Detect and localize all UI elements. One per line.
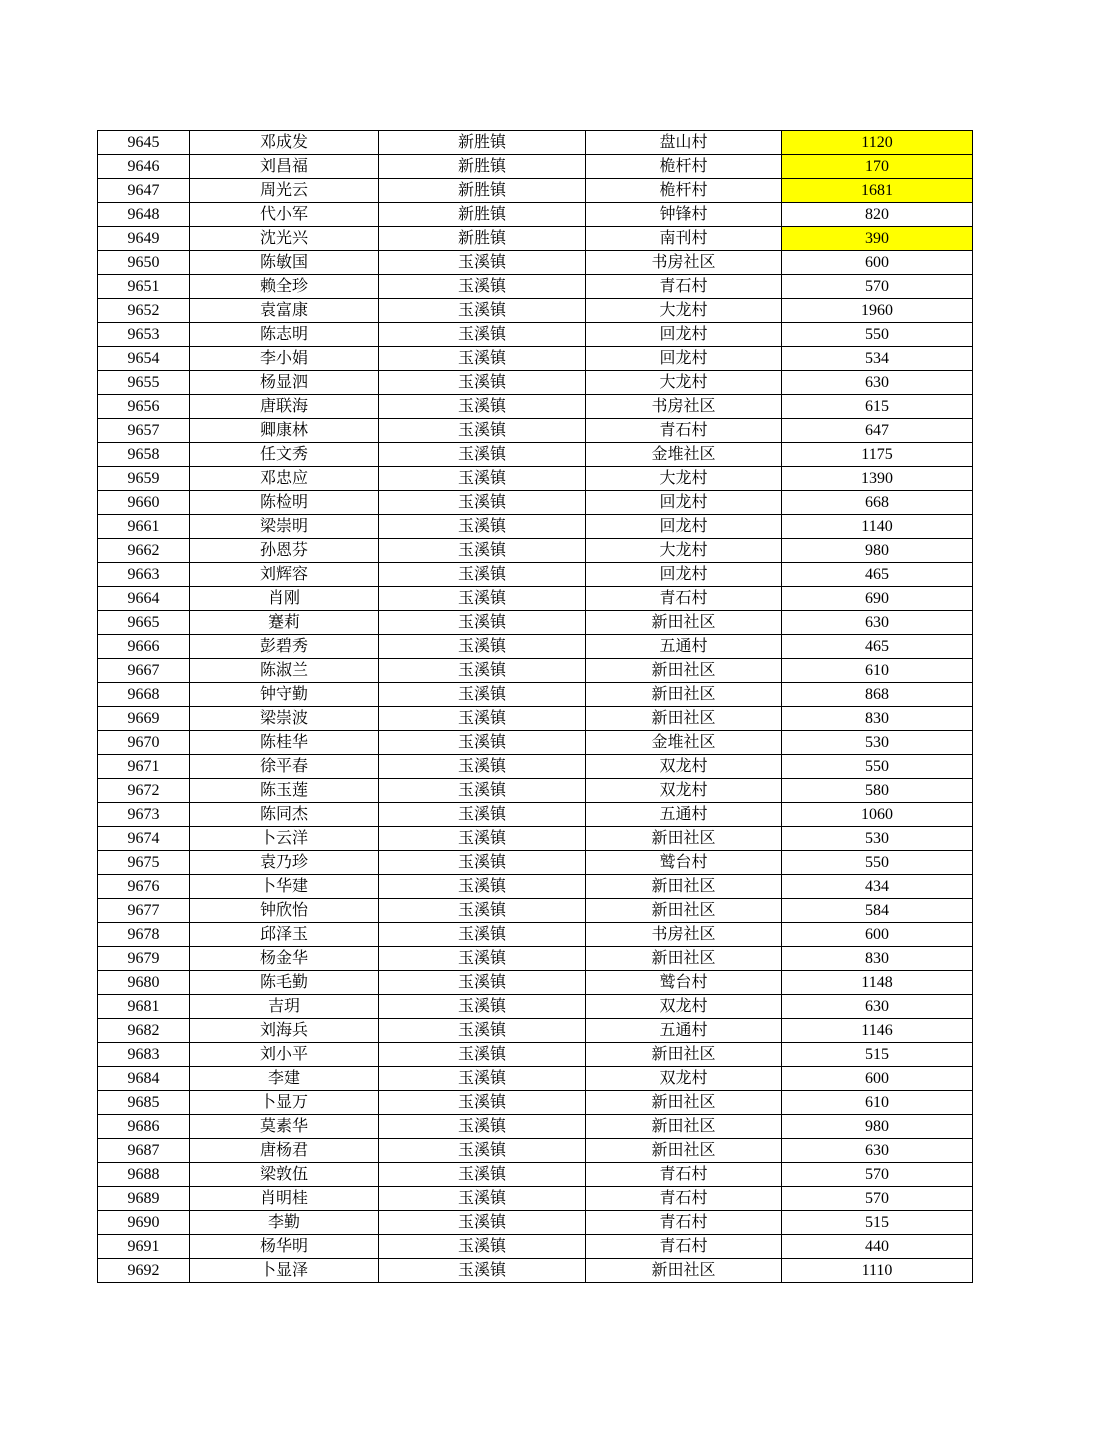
cell-amount: 630: [782, 1139, 973, 1163]
cell-amount: 584: [782, 899, 973, 923]
cell-village: 回龙村: [586, 491, 782, 515]
cell-name: 李建: [190, 1067, 379, 1091]
table-row: [98, 659, 973, 683]
cell-amount: 1120: [782, 131, 973, 155]
cell-village: 书房社区: [586, 395, 782, 419]
cell-village: 五通村: [586, 803, 782, 827]
cell-town: 玉溪镇: [379, 1043, 586, 1067]
cell-village: 金堆社区: [586, 443, 782, 467]
cell-town: 玉溪镇: [379, 803, 586, 827]
cell-amount: 830: [782, 947, 973, 971]
cell-town: 玉溪镇: [379, 635, 586, 659]
cell-name: 陈敏国: [190, 251, 379, 275]
cell-amount: 550: [782, 851, 973, 875]
cell-id: 9645: [98, 131, 190, 155]
cell-name: 蹇莉: [190, 611, 379, 635]
cell-name: 钟守勤: [190, 683, 379, 707]
cell-name: 任文秀: [190, 443, 379, 467]
cell-name: 杨金华: [190, 947, 379, 971]
table-row: [98, 323, 973, 347]
cell-village: 五通村: [586, 1019, 782, 1043]
table-row: [98, 251, 973, 275]
cell-id: 9685: [98, 1091, 190, 1115]
cell-id: 9675: [98, 851, 190, 875]
cell-id: 9688: [98, 1163, 190, 1187]
cell-name: 卜云洋: [190, 827, 379, 851]
cell-village: 大龙村: [586, 299, 782, 323]
cell-village: 鹫台村: [586, 851, 782, 875]
cell-amount: 534: [782, 347, 973, 371]
table-row: [98, 971, 973, 995]
cell-id: 9670: [98, 731, 190, 755]
cell-amount: 515: [782, 1043, 973, 1067]
cell-name: 彭碧秀: [190, 635, 379, 659]
cell-village: 盘山村: [586, 131, 782, 155]
cell-amount: 465: [782, 635, 973, 659]
cell-amount: 1960: [782, 299, 973, 323]
cell-name: 吉玥: [190, 995, 379, 1019]
cell-village: 五通村: [586, 635, 782, 659]
cell-village: 金堆社区: [586, 731, 782, 755]
cell-name: 陈淑兰: [190, 659, 379, 683]
cell-amount: 530: [782, 827, 973, 851]
table-row: [98, 227, 973, 251]
table-row: [98, 1235, 973, 1259]
cell-town: 玉溪镇: [379, 1139, 586, 1163]
cell-village: 青石村: [586, 1187, 782, 1211]
cell-town: 玉溪镇: [379, 1187, 586, 1211]
cell-amount: 530: [782, 731, 973, 755]
table-row: [98, 1163, 973, 1187]
cell-id: 9665: [98, 611, 190, 635]
cell-amount: 570: [782, 275, 973, 299]
cell-amount: 1060: [782, 803, 973, 827]
cell-village: 双龙村: [586, 779, 782, 803]
table-row: [98, 1139, 973, 1163]
table-row: [98, 923, 973, 947]
cell-amount: 1148: [782, 971, 973, 995]
cell-village: 青石村: [586, 1211, 782, 1235]
table-row: [98, 1259, 973, 1283]
cell-name: 陈志明: [190, 323, 379, 347]
cell-amount: 610: [782, 1091, 973, 1115]
cell-amount: 690: [782, 587, 973, 611]
cell-village: 大龙村: [586, 371, 782, 395]
cell-id: 9692: [98, 1259, 190, 1283]
cell-village: 双龙村: [586, 755, 782, 779]
cell-town: 新胜镇: [379, 227, 586, 251]
cell-amount: 550: [782, 755, 973, 779]
cell-id: 9671: [98, 755, 190, 779]
cell-id: 9650: [98, 251, 190, 275]
cell-town: 玉溪镇: [379, 851, 586, 875]
cell-town: 玉溪镇: [379, 731, 586, 755]
table-row: [98, 635, 973, 659]
table-row: [98, 995, 973, 1019]
cell-village: 新田社区: [586, 683, 782, 707]
cell-amount: 980: [782, 539, 973, 563]
cell-name: 邓忠应: [190, 467, 379, 491]
cell-amount: 1110: [782, 1259, 973, 1283]
cell-name: 代小军: [190, 203, 379, 227]
cell-village: 南刊村: [586, 227, 782, 251]
cell-id: 9648: [98, 203, 190, 227]
cell-amount: 1681: [782, 179, 973, 203]
table-row: [98, 731, 973, 755]
table-row: [98, 851, 973, 875]
cell-name: 梁敦伍: [190, 1163, 379, 1187]
cell-id: 9684: [98, 1067, 190, 1091]
table-row: [98, 779, 973, 803]
cell-village: 桅杆村: [586, 179, 782, 203]
cell-name: 刘小平: [190, 1043, 379, 1067]
cell-name: 沈光兴: [190, 227, 379, 251]
cell-village: 双龙村: [586, 995, 782, 1019]
cell-name: 陈桂华: [190, 731, 379, 755]
cell-town: 玉溪镇: [379, 371, 586, 395]
table-row: [98, 371, 973, 395]
cell-amount: 668: [782, 491, 973, 515]
cell-amount: 600: [782, 923, 973, 947]
cell-town: 玉溪镇: [379, 419, 586, 443]
cell-town: 新胜镇: [379, 131, 586, 155]
cell-name: 袁乃珍: [190, 851, 379, 875]
cell-village: 大龙村: [586, 539, 782, 563]
cell-town: 玉溪镇: [379, 683, 586, 707]
cell-name: 袁富康: [190, 299, 379, 323]
table-row: [98, 611, 973, 635]
table-row: [98, 1211, 973, 1235]
cell-town: 新胜镇: [379, 155, 586, 179]
cell-name: 李小娟: [190, 347, 379, 371]
table-row: [98, 1019, 973, 1043]
cell-village: 新田社区: [586, 1139, 782, 1163]
cell-town: 玉溪镇: [379, 995, 586, 1019]
cell-amount: 170: [782, 155, 973, 179]
cell-town: 玉溪镇: [379, 515, 586, 539]
cell-village: 新田社区: [586, 1115, 782, 1139]
cell-village: 回龙村: [586, 347, 782, 371]
cell-amount: 980: [782, 1115, 973, 1139]
cell-name: 邓成发: [190, 131, 379, 155]
cell-id: 9676: [98, 875, 190, 899]
cell-town: 玉溪镇: [379, 923, 586, 947]
cell-id: 9649: [98, 227, 190, 251]
cell-village: 鹫台村: [586, 971, 782, 995]
cell-town: 玉溪镇: [379, 539, 586, 563]
cell-id: 9682: [98, 1019, 190, 1043]
cell-town: 玉溪镇: [379, 1211, 586, 1235]
cell-village: 新田社区: [586, 707, 782, 731]
cell-village: 新田社区: [586, 899, 782, 923]
cell-amount: 1146: [782, 1019, 973, 1043]
table-row: [98, 1091, 973, 1115]
cell-amount: 580: [782, 779, 973, 803]
cell-town: 玉溪镇: [379, 443, 586, 467]
cell-town: 玉溪镇: [379, 779, 586, 803]
table-row: [98, 179, 973, 203]
cell-village: 钟锋村: [586, 203, 782, 227]
cell-town: 玉溪镇: [379, 659, 586, 683]
cell-id: 9659: [98, 467, 190, 491]
cell-id: 9681: [98, 995, 190, 1019]
cell-id: 9662: [98, 539, 190, 563]
cell-name: 陈毛勤: [190, 971, 379, 995]
cell-id: 9666: [98, 635, 190, 659]
cell-id: 9646: [98, 155, 190, 179]
cell-town: 玉溪镇: [379, 299, 586, 323]
cell-village: 青石村: [586, 419, 782, 443]
cell-name: 刘海兵: [190, 1019, 379, 1043]
cell-id: 9690: [98, 1211, 190, 1235]
cell-name: 唐联海: [190, 395, 379, 419]
cell-village: 双龙村: [586, 1067, 782, 1091]
cell-name: 钟欣怡: [190, 899, 379, 923]
cell-id: 9669: [98, 707, 190, 731]
cell-id: 9658: [98, 443, 190, 467]
cell-id: 9651: [98, 275, 190, 299]
table-row: [98, 347, 973, 371]
cell-id: 9678: [98, 923, 190, 947]
cell-town: 新胜镇: [379, 203, 586, 227]
cell-name: 周光云: [190, 179, 379, 203]
cell-amount: 630: [782, 611, 973, 635]
table-row: [98, 947, 973, 971]
cell-id: 9652: [98, 299, 190, 323]
cell-town: 玉溪镇: [379, 707, 586, 731]
table-row: [98, 419, 973, 443]
cell-id: 9647: [98, 179, 190, 203]
cell-amount: 830: [782, 707, 973, 731]
table-row: [98, 1043, 973, 1067]
cell-id: 9656: [98, 395, 190, 419]
cell-amount: 647: [782, 419, 973, 443]
cell-village: 青石村: [586, 1235, 782, 1259]
cell-id: 9679: [98, 947, 190, 971]
cell-amount: 610: [782, 659, 973, 683]
cell-village: 大龙村: [586, 467, 782, 491]
cell-id: 9691: [98, 1235, 190, 1259]
cell-amount: 570: [782, 1187, 973, 1211]
cell-town: 玉溪镇: [379, 827, 586, 851]
cell-amount: 630: [782, 371, 973, 395]
cell-amount: 600: [782, 1067, 973, 1091]
cell-amount: 434: [782, 875, 973, 899]
cell-id: 9661: [98, 515, 190, 539]
data-table: [97, 130, 973, 1283]
cell-town: 玉溪镇: [379, 971, 586, 995]
cell-town: 玉溪镇: [379, 563, 586, 587]
cell-id: 9673: [98, 803, 190, 827]
cell-id: 9660: [98, 491, 190, 515]
cell-town: 玉溪镇: [379, 467, 586, 491]
cell-town: 玉溪镇: [379, 1091, 586, 1115]
cell-name: 卿康林: [190, 419, 379, 443]
cell-name: 陈玉莲: [190, 779, 379, 803]
cell-village: 新田社区: [586, 1091, 782, 1115]
cell-amount: 465: [782, 563, 973, 587]
table-row: [98, 803, 973, 827]
cell-name: 卜显泽: [190, 1259, 379, 1283]
cell-amount: 550: [782, 323, 973, 347]
cell-amount: 515: [782, 1211, 973, 1235]
table-row: [98, 707, 973, 731]
table-row: [98, 491, 973, 515]
cell-amount: 570: [782, 1163, 973, 1187]
cell-id: 9674: [98, 827, 190, 851]
table-row: [98, 515, 973, 539]
cell-name: 陈同杰: [190, 803, 379, 827]
cell-village: 回龙村: [586, 323, 782, 347]
table-row: [98, 467, 973, 491]
cell-name: 梁崇波: [190, 707, 379, 731]
cell-amount: 390: [782, 227, 973, 251]
table-row: [98, 875, 973, 899]
cell-id: 9677: [98, 899, 190, 923]
cell-town: 玉溪镇: [379, 1163, 586, 1187]
cell-amount: 820: [782, 203, 973, 227]
cell-id: 9687: [98, 1139, 190, 1163]
cell-town: 玉溪镇: [379, 899, 586, 923]
cell-town: 玉溪镇: [379, 947, 586, 971]
cell-id: 9667: [98, 659, 190, 683]
cell-name: 陈检明: [190, 491, 379, 515]
cell-village: 新田社区: [586, 947, 782, 971]
cell-town: 玉溪镇: [379, 1235, 586, 1259]
table-row: [98, 755, 973, 779]
table-row: [98, 587, 973, 611]
cell-amount: 1390: [782, 467, 973, 491]
cell-id: 9655: [98, 371, 190, 395]
cell-village: 回龙村: [586, 563, 782, 587]
table-row: [98, 131, 973, 155]
cell-name: 徐平春: [190, 755, 379, 779]
table-row: [98, 395, 973, 419]
cell-town: 玉溪镇: [379, 755, 586, 779]
cell-town: 玉溪镇: [379, 323, 586, 347]
cell-town: 玉溪镇: [379, 1067, 586, 1091]
table-row: [98, 155, 973, 179]
table-row: [98, 683, 973, 707]
cell-name: 卜显万: [190, 1091, 379, 1115]
table-row: [98, 563, 973, 587]
cell-id: 9664: [98, 587, 190, 611]
cell-id: 9683: [98, 1043, 190, 1067]
cell-town: 玉溪镇: [379, 395, 586, 419]
cell-name: 邱泽玉: [190, 923, 379, 947]
cell-town: 玉溪镇: [379, 347, 586, 371]
cell-name: 卜华建: [190, 875, 379, 899]
cell-village: 新田社区: [586, 611, 782, 635]
cell-amount: 868: [782, 683, 973, 707]
cell-name: 杨显泗: [190, 371, 379, 395]
cell-town: 玉溪镇: [379, 1259, 586, 1283]
table-row: [98, 275, 973, 299]
table-row: [98, 827, 973, 851]
table-row: [98, 1115, 973, 1139]
cell-amount: 1175: [782, 443, 973, 467]
cell-amount: 440: [782, 1235, 973, 1259]
cell-id: 9668: [98, 683, 190, 707]
cell-village: 青石村: [586, 587, 782, 611]
cell-town: 玉溪镇: [379, 875, 586, 899]
cell-village: 新田社区: [586, 1259, 782, 1283]
cell-village: 青石村: [586, 1163, 782, 1187]
table-row: [98, 443, 973, 467]
cell-town: 玉溪镇: [379, 1115, 586, 1139]
cell-id: 9663: [98, 563, 190, 587]
cell-name: 赖全珍: [190, 275, 379, 299]
cell-id: 9672: [98, 779, 190, 803]
cell-village: 青石村: [586, 275, 782, 299]
cell-town: 玉溪镇: [379, 491, 586, 515]
cell-id: 9654: [98, 347, 190, 371]
cell-village: 书房社区: [586, 923, 782, 947]
cell-town: 新胜镇: [379, 179, 586, 203]
cell-amount: 630: [782, 995, 973, 1019]
cell-town: 玉溪镇: [379, 275, 586, 299]
cell-amount: 615: [782, 395, 973, 419]
cell-name: 孙恩芬: [190, 539, 379, 563]
cell-village: 回龙村: [586, 515, 782, 539]
table-row: [98, 1067, 973, 1091]
table-row: [98, 539, 973, 563]
cell-amount: 600: [782, 251, 973, 275]
cell-name: 肖明桂: [190, 1187, 379, 1211]
cell-village: 新田社区: [586, 659, 782, 683]
cell-id: 9653: [98, 323, 190, 347]
cell-village: 桅杆村: [586, 155, 782, 179]
cell-id: 9657: [98, 419, 190, 443]
table-row: [98, 299, 973, 323]
cell-village: 新田社区: [586, 827, 782, 851]
cell-id: 9686: [98, 1115, 190, 1139]
cell-id: 9680: [98, 971, 190, 995]
cell-town: 玉溪镇: [379, 611, 586, 635]
cell-name: 刘辉容: [190, 563, 379, 587]
cell-name: 唐杨君: [190, 1139, 379, 1163]
cell-village: 新田社区: [586, 1043, 782, 1067]
cell-name: 杨华明: [190, 1235, 379, 1259]
cell-name: 刘昌福: [190, 155, 379, 179]
table-row: [98, 1187, 973, 1211]
cell-amount: 1140: [782, 515, 973, 539]
cell-name: 李勤: [190, 1211, 379, 1235]
cell-village: 新田社区: [586, 875, 782, 899]
table-row: [98, 899, 973, 923]
cell-name: 莫素华: [190, 1115, 379, 1139]
cell-town: 玉溪镇: [379, 587, 586, 611]
cell-town: 玉溪镇: [379, 251, 586, 275]
cell-village: 书房社区: [586, 251, 782, 275]
cell-name: 肖刚: [190, 587, 379, 611]
table-row: [98, 203, 973, 227]
cell-name: 梁崇明: [190, 515, 379, 539]
table-body: [98, 131, 973, 1283]
cell-town: 玉溪镇: [379, 1019, 586, 1043]
cell-id: 9689: [98, 1187, 190, 1211]
